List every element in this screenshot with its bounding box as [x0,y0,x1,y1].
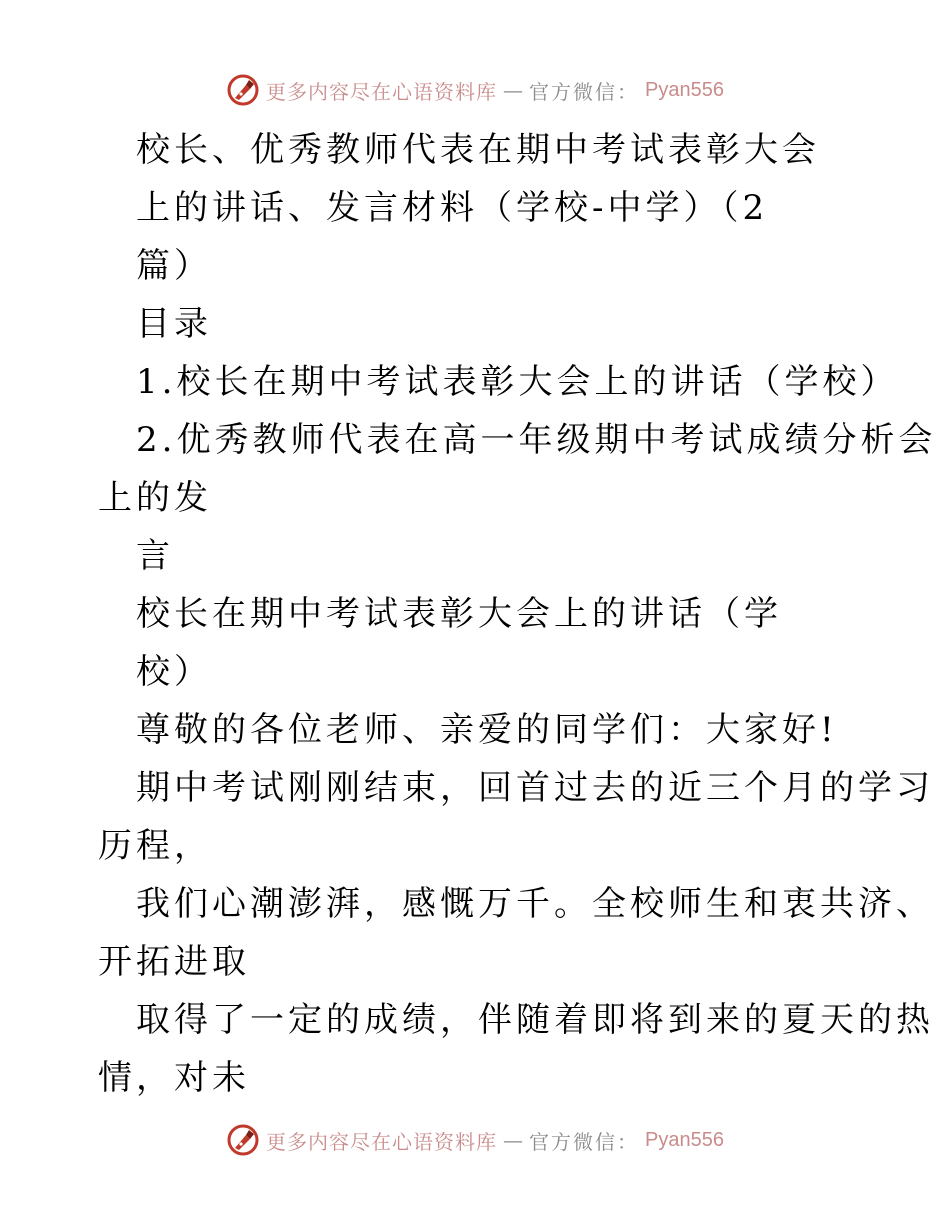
banner-site-text: 更多内容尽在心语资料库 [266,79,498,104]
section-title-line-1: 校长在期中考试表彰大会上的讲话（学 [136,594,782,634]
toc-item: 1.校长在期中考试表彰大会上的讲话（学校） [136,362,899,402]
banner-separator: — [503,1128,524,1152]
body-line: 开拓进取 [98,942,250,982]
banner-wechat-label: 官方微信： [529,1129,640,1154]
banner-wechat-id: Pyan556 [645,1128,724,1151]
document-title-line-1: 校长、优秀教师代表在期中考试表彰大会 [136,130,820,170]
body-line: 期中考试刚刚结束，回首过去的近三个月的学习 [136,768,934,808]
toc-heading: 目录 [136,304,212,344]
body-line: 历程， [98,826,212,866]
footer-banner [0,1120,950,1160]
banner-separator: — [503,78,524,102]
header-banner [0,70,950,110]
toc-item: 2.优秀教师代表在高一年级期中考试成绩分析会 [136,420,937,460]
body-line: 取得了一定的成绩，伴随着即将到来的夏天的热 [136,1000,934,1040]
body-line: 我们心潮澎湃，感慨万千。全校师生和衷共济、 [136,884,934,924]
pen-nib-logo-icon [226,1123,260,1157]
document-title-line-3: 篇） [136,246,212,286]
document-title-line-2: 上的讲话、发言材料（学校-中学）（2 [136,188,769,228]
banner-wechat-label: 官方微信： [529,79,640,104]
section-title-line-2: 校） [136,652,212,692]
body-line: 情，对未 [98,1058,250,1098]
pen-nib-logo-icon [226,73,260,107]
toc-item-continuation: 言 [136,536,174,576]
body-line: 尊敬的各位老师、亲爱的同学们：大家好! [136,710,838,750]
banner-wechat-id: Pyan556 [645,78,724,101]
toc-item-continuation: 上的发 [98,478,212,518]
banner-site-text: 更多内容尽在心语资料库 [266,1129,498,1154]
